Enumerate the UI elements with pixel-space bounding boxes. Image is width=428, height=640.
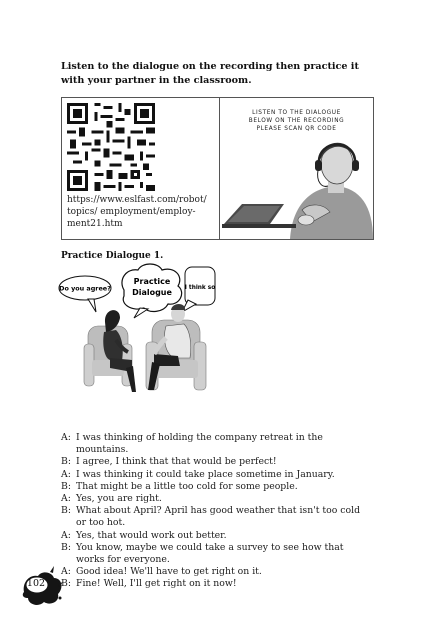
speaker-label: A: bbox=[61, 468, 71, 480]
line-text: I agree, I think that that would be perfect! bbox=[76, 456, 277, 468]
dialogue-line bbox=[61, 578, 373, 590]
speaker-label: A: bbox=[61, 493, 71, 505]
conversation-illustration bbox=[58, 262, 228, 402]
media-box bbox=[61, 97, 374, 240]
seated-woman-icon bbox=[84, 310, 136, 392]
line-text: I was thinking it could take place sometime in January. bbox=[76, 468, 335, 480]
speaker-label: A: bbox=[61, 432, 71, 443]
recording-url[interactable] bbox=[67, 194, 217, 230]
line-text: Fine! Well, I'll get right on it now! bbox=[76, 578, 237, 590]
line-text: I was thinking of holding the company retreat in the mountains. bbox=[76, 432, 323, 456]
line-text: Yes, that would work out better. bbox=[76, 529, 227, 541]
speaker-label: B: bbox=[61, 505, 71, 517]
banner-line: LISTEN TO THE DIALOGUE bbox=[252, 110, 341, 116]
line-text: What about April? April has good weather that isn't too cold or too hot. bbox=[76, 505, 361, 529]
instruction-text: Listen to the dialogue on the recording then practice it with your partner in the classroom. bbox=[61, 61, 359, 86]
line-text: You know, maybe we could take a survey to see how that works for everyone. bbox=[76, 541, 344, 566]
dialogue-line bbox=[61, 505, 373, 529]
dialogue-line bbox=[61, 481, 373, 493]
dialogue-line bbox=[61, 530, 373, 542]
line-text: Good idea! We'll have to get right on it. bbox=[76, 566, 262, 578]
banner-line: PLEASE SCAN QR CODE bbox=[256, 126, 337, 132]
dialogue-line bbox=[61, 566, 373, 578]
dialogue-line bbox=[61, 432, 373, 456]
line-text: Yes, you are right. bbox=[76, 493, 162, 505]
section-title: Practice Dialogue 1. bbox=[61, 251, 164, 261]
speaker-label: B: bbox=[61, 541, 71, 553]
line-text: That might be a little too cold for some people. bbox=[76, 480, 298, 492]
listening-illustration bbox=[220, 98, 373, 239]
speech-bubble-right bbox=[182, 267, 215, 312]
speaker-label: A: bbox=[61, 529, 71, 541]
dialogue-line bbox=[61, 493, 373, 505]
qr-panel bbox=[62, 98, 220, 239]
dialogue-line bbox=[61, 542, 373, 566]
dialogue-line bbox=[61, 469, 373, 481]
bubble-center-line1: Practice bbox=[133, 277, 171, 286]
speaker-label: B: bbox=[61, 480, 71, 492]
bubble-center-line2: Dialogue bbox=[132, 288, 172, 297]
speaker-label: A: bbox=[61, 566, 71, 578]
speech-bubble-left bbox=[59, 276, 111, 312]
bubble-right-text: I think so bbox=[184, 285, 216, 291]
url-line: https://www.eslfast.com/robot/ bbox=[67, 195, 207, 205]
speaker-label: B: bbox=[61, 456, 71, 468]
page-number: 102 bbox=[26, 578, 46, 589]
url-line: ment21.htm bbox=[67, 219, 123, 229]
bubble-left-text: Do you agree? bbox=[59, 284, 111, 293]
url-line: topics/ employment/employ- bbox=[67, 207, 196, 217]
student-with-headphones-icon bbox=[220, 98, 373, 239]
dialogue-line bbox=[61, 456, 373, 468]
qr-code-icon[interactable] bbox=[67, 103, 155, 191]
dialogue-lines bbox=[61, 432, 373, 591]
banner-line: BELOW ON THE RECORDING bbox=[248, 118, 345, 124]
seated-man-icon bbox=[146, 304, 206, 390]
speaker-label: B: bbox=[61, 578, 71, 590]
